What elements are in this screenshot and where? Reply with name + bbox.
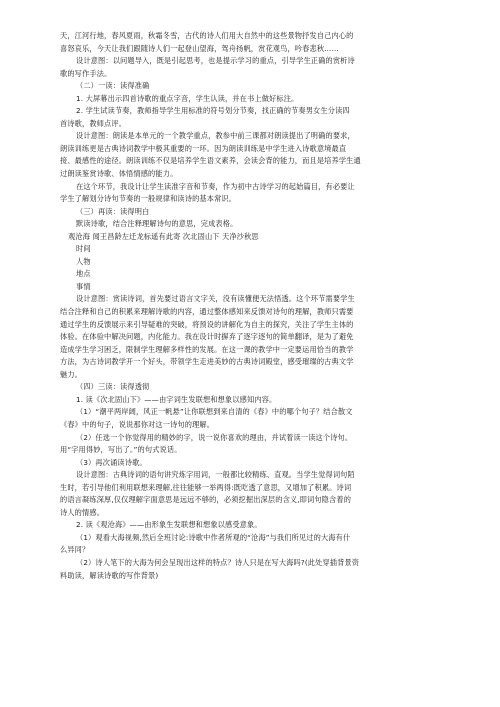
text-line: 1. 大屏幕出示四首诗歌的重点字音，学生认读，并在书上做好标注。	[76, 93, 299, 103]
text-line: 过朗读鉴赏诗歌、体悟情感的能力。	[60, 169, 178, 179]
text-line: 接、最感性的途径。朗读训练不仅是培养学生语文素养，会读会背的能力，而且是培养学生通	[60, 156, 361, 166]
text-line: 学生了解划分诗句节奏的一般规律和读诗的基本常识。	[60, 194, 237, 204]
text-line: 体验。在体验中解决问题，内化能力。我在设计时摒弃了逐字逐句的简单翻译，是为了避免	[60, 332, 354, 342]
table-row-label: 事情	[76, 281, 91, 291]
text-line: 在这个环节，我设计让学生读准字音和节奏，作为初中古诗学习的起始篇目，有必要让	[76, 181, 355, 191]
text-line: 用“字用得妙，写出了。”的句式说话。	[60, 445, 182, 455]
text-line: 首诗歌，教师点评。	[60, 118, 127, 128]
document-page	[60, 30, 444, 582]
text-line: （1）“潮平两岸阔，风正一帆悬”让你联想到来自清的《春》中的哪个句子？结合散文	[76, 407, 353, 417]
text-line: 设计意图：赏读诗词，首先要过语言文字关，没有读懂便无法悟透。这个环节需要学生	[76, 294, 355, 304]
section-heading: （四）三读：读得透彻	[76, 382, 150, 392]
text-line: 2. 读《观沧海》——由形象生发联想和想象以感受意象。	[76, 520, 262, 530]
text-line: （2）任选一个你觉得用的精妙的字，说一说你喜欢的理由，并试着读一读这个诗句。	[76, 432, 353, 442]
table-row-label: 时间	[76, 244, 91, 254]
text-line: 通过学生的反馈展示来引导疑难的突破，将预设的讲解化为自主的探究，关注了学生主体的	[60, 319, 354, 329]
text-line: （1）观看大海视频,然后全班讨论:诗歌中作者所观的“沧海”与我们所见过的大海有什	[76, 532, 351, 542]
text-line: 么异同？	[60, 545, 90, 555]
text-line: （2）诗人笔下的大海为何会呈现出这样的特点？诗人只是在写大海吗?(此处穿插背景资	[76, 557, 360, 567]
text-line: 诗人的情感。	[60, 507, 105, 517]
text-line: 天，江河行地，春风夏雨，秋霜冬雪，古代的诗人们用大自然中的这些景物抒发自己内心的	[60, 31, 354, 40]
section-heading: （二）一读：读得准确	[76, 81, 150, 91]
text-line: 歌的写作手法。	[60, 68, 112, 78]
table-row-label: 人物	[76, 256, 91, 266]
text-line: 2. 学生试读节奏，教师指导学生用标准的符号划分节奏，找正确的节奏男女生分读四	[76, 106, 350, 116]
text-line: 朗读训练更是古典诗词教学中极其重要的一环。因为朗读训练是中学生进入诗歌意境最直	[60, 143, 347, 153]
poem-titles-row: 观沧海 闻王昌龄左迁龙标遥有此寄 次北固山下 天净沙秋思	[68, 231, 259, 241]
text-line: 方法，为古诗词教学开一个好头，带领学生走进美妙的古典诗词殿堂，感受璀璨的古典文学	[60, 357, 354, 367]
text-line: 《春》中的句子，说说那你对这一诗句的理解。	[60, 419, 215, 429]
table-row-label: 地点	[76, 269, 91, 279]
text-line: 结合注释和自己的积累来理解诗歌的内容，通过整体感知来反馈对诗句的理解，教师只需要	[60, 307, 354, 317]
text-line: 设计意图：朗读是本单元的一个教学重点，教参中前三课都对朗读提出了明确的要求，	[76, 131, 355, 141]
section-heading: （三）再读：读得明白	[76, 206, 150, 216]
text-line: 造成学生学习困乏，限制学生理解多样性的发展。在这一课的教学中一定要运用恰当的教学	[60, 344, 354, 354]
text-line: 的语言凝练深厚,仅仅理解字面意思是远远不够的，必须挖掘出深层的含义,即词句隐含着的	[60, 495, 352, 505]
text-line: 设计意图：以问题导入，既是引起思考，也是提示学习的重点，引导学生正确的赏析诗	[76, 56, 355, 66]
text-line: 生时，若引导他们利用联想来理解,往往能够一举两得:既吃透了意思，又增加了积累。诗词	[60, 482, 352, 492]
text-line: 1. 读《次北固山下》——由字词生发联想和想象以感知内容。	[76, 394, 277, 404]
text-line: 默读诗歌，结合注释理解诗句的意思，完成表格。	[76, 219, 238, 229]
text-line: 设计意图：古典诗词的语句讲究炼字用词，一般都比较精练、直观。当学生觉得词句陌	[76, 470, 355, 480]
text-line: 魅力。	[60, 369, 83, 379]
text-line: （3）再次诵读诗歌。	[76, 457, 147, 467]
text-line: 料助读，解读诗歌的写作背景)	[60, 570, 159, 580]
text-line: 喜怒哀乐，今天让我们跟随诗人们一起登山望海，驾舟扬帆，赏花观鸟，吟春悲秋……	[60, 43, 339, 53]
